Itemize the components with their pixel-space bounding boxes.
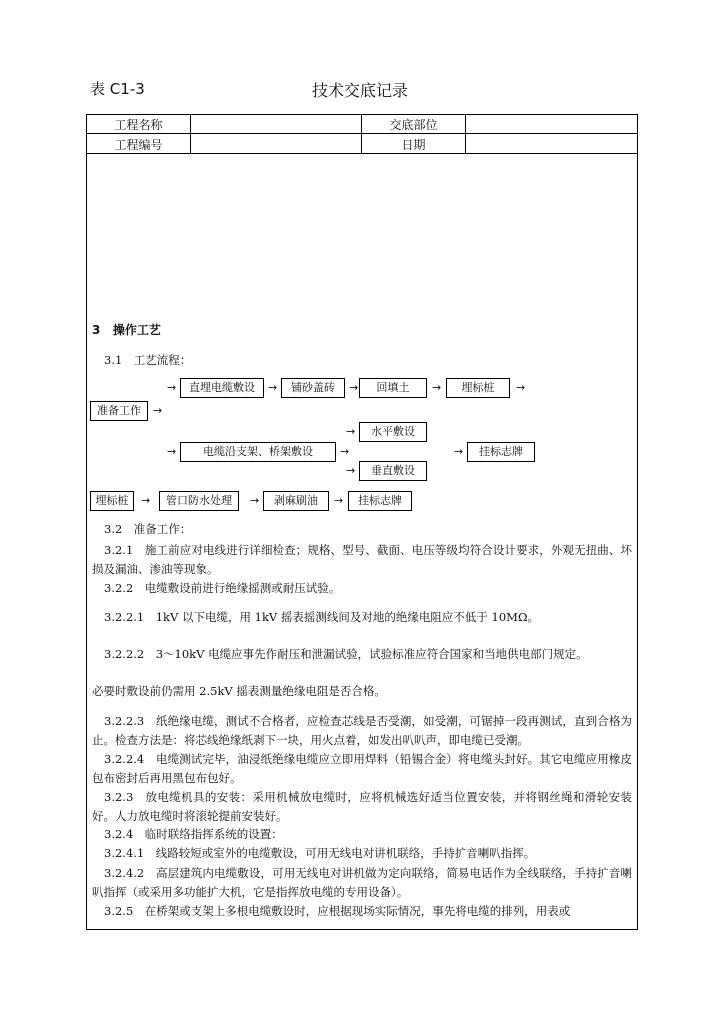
arrow-icon: → [340,445,350,458]
flow-box: 剥麻刷油 [263,491,329,511]
section-number: 3 [92,323,101,337]
flow-box: 管口防水处理 [159,491,239,511]
arrow-icon: → [516,381,526,394]
section-heading [92,322,161,339]
paragraph: 3.2 准备工作： [104,522,192,536]
paragraph: 3.2.4.2 高层建筑内电缆敷设，可用无线电对讲机做为定向联络，简易电话作为全线联络，手持扩音喇叭指挥（或采用多功能扩大机，它是指挥放电缆的专用设备）。 [92,866,632,899]
flow-box: 垂直敷设 [359,461,427,481]
paragraph: 3.2.2.3 纸绝缘电缆，测试不合格者，应检查芯线是否受潮，如受潮，可锯掉一段再测试，直到合格为止。检查方法是：将芯线绝缘纸剥下一块，用火点着，如发出叭叭声，即电缆已受潮。 [92,714,632,747]
project-name-label: 工程名称 [114,118,163,132]
arrow-icon: → [346,464,356,477]
flow-heading: 3.1 工艺流程： [104,353,192,367]
flow-box: 水平敷设 [359,422,427,442]
paragraph: 3.2.3 放电缆机具的安装：采用机械放电缆时，应将机械选好适当位置安装，并将钢丝绳和滑轮安装好。人力放电缆时将滚轮提前安装好。 [92,790,632,823]
paragraph: 3.2.2 电缆敷设前进行绝缘摇测或耐压试验。 [104,581,341,595]
arrow-icon: → [349,381,359,394]
arrow-icon: → [346,425,356,438]
flow-box: 挂标志牌 [348,491,412,511]
arrow-icon: → [167,445,177,458]
handover-part-label: 交底部位 [389,118,438,132]
form-number: 表 C1-3 [90,80,145,98]
flow-box: 直埋电缆敷设 [180,378,264,398]
paragraph: 3.2.2.1 1kV 以下电缆，用 1kV 摇表摇测线间及对地的绝缘电阻应不低于 10MΩ。 [104,610,539,624]
paragraph: 3.2.2.2 3～10kV 电缆应事先作耐压和泄漏试验，试验标准应符合国家和当地供电部门规定。 [104,647,588,661]
flow-box: 埋标桩 [446,378,510,398]
arrow-icon: → [334,494,344,507]
flow-start-box: 准备工作 [90,401,148,421]
row-divider [87,153,637,154]
document-title: 技术交底记录 [312,81,409,100]
arrow-icon: → [167,381,177,394]
arrow-icon: → [268,381,278,394]
flow-box: 埋标桩 [90,491,134,511]
date-label: 日期 [401,138,426,152]
paragraph: 3.2.4.1 线路较短或室外的电缆敷设，可用无线电对讲机联络，手持扩音喇叭指挥。 [104,846,536,860]
flow-box: 挂标志牌 [467,442,535,462]
col-divider [190,115,191,153]
row-divider [87,133,637,134]
section-title: 操作工艺 [112,323,161,337]
paragraph: 3.2.1 施工前应对电线进行详细检查；规格、型号、截面、电压等级均符合设计要求，外观无扭曲、坏损及漏油、渗油等现象。 [92,543,632,576]
arrow-icon: → [432,381,442,394]
paragraph: 3.2.5 在桥架或支架上多根电缆敷设时，应根据现场实际情况，事先将电缆的排列，用表或 [104,904,571,918]
project-no-label: 工程编号 [114,138,163,152]
arrow-icon: → [141,494,151,507]
arrow-icon: → [454,445,464,458]
arrow-icon: → [153,404,163,417]
col-divider [465,115,466,153]
flow-box: 电缆沿支架、桥架敷设 [180,442,336,462]
flow-box: 回填土 [359,378,427,398]
paragraph: 必要时敷设前仍需用 2.5kV 摇表测量绝缘电阻是否合格。 [92,684,386,698]
arrow-icon: → [250,494,260,507]
paragraph: 3.2.2.4 电缆测试完毕，油浸纸绝缘电缆应立即用焊料（铅锡合金）将电缆头封好。其它电缆应用橡皮包布密封后再用黑包布包好。 [92,752,632,785]
flow-box: 铺砂盖砖 [281,378,345,398]
paragraph: 3.2.4 临时联络指挥系统的设置： [104,827,283,841]
